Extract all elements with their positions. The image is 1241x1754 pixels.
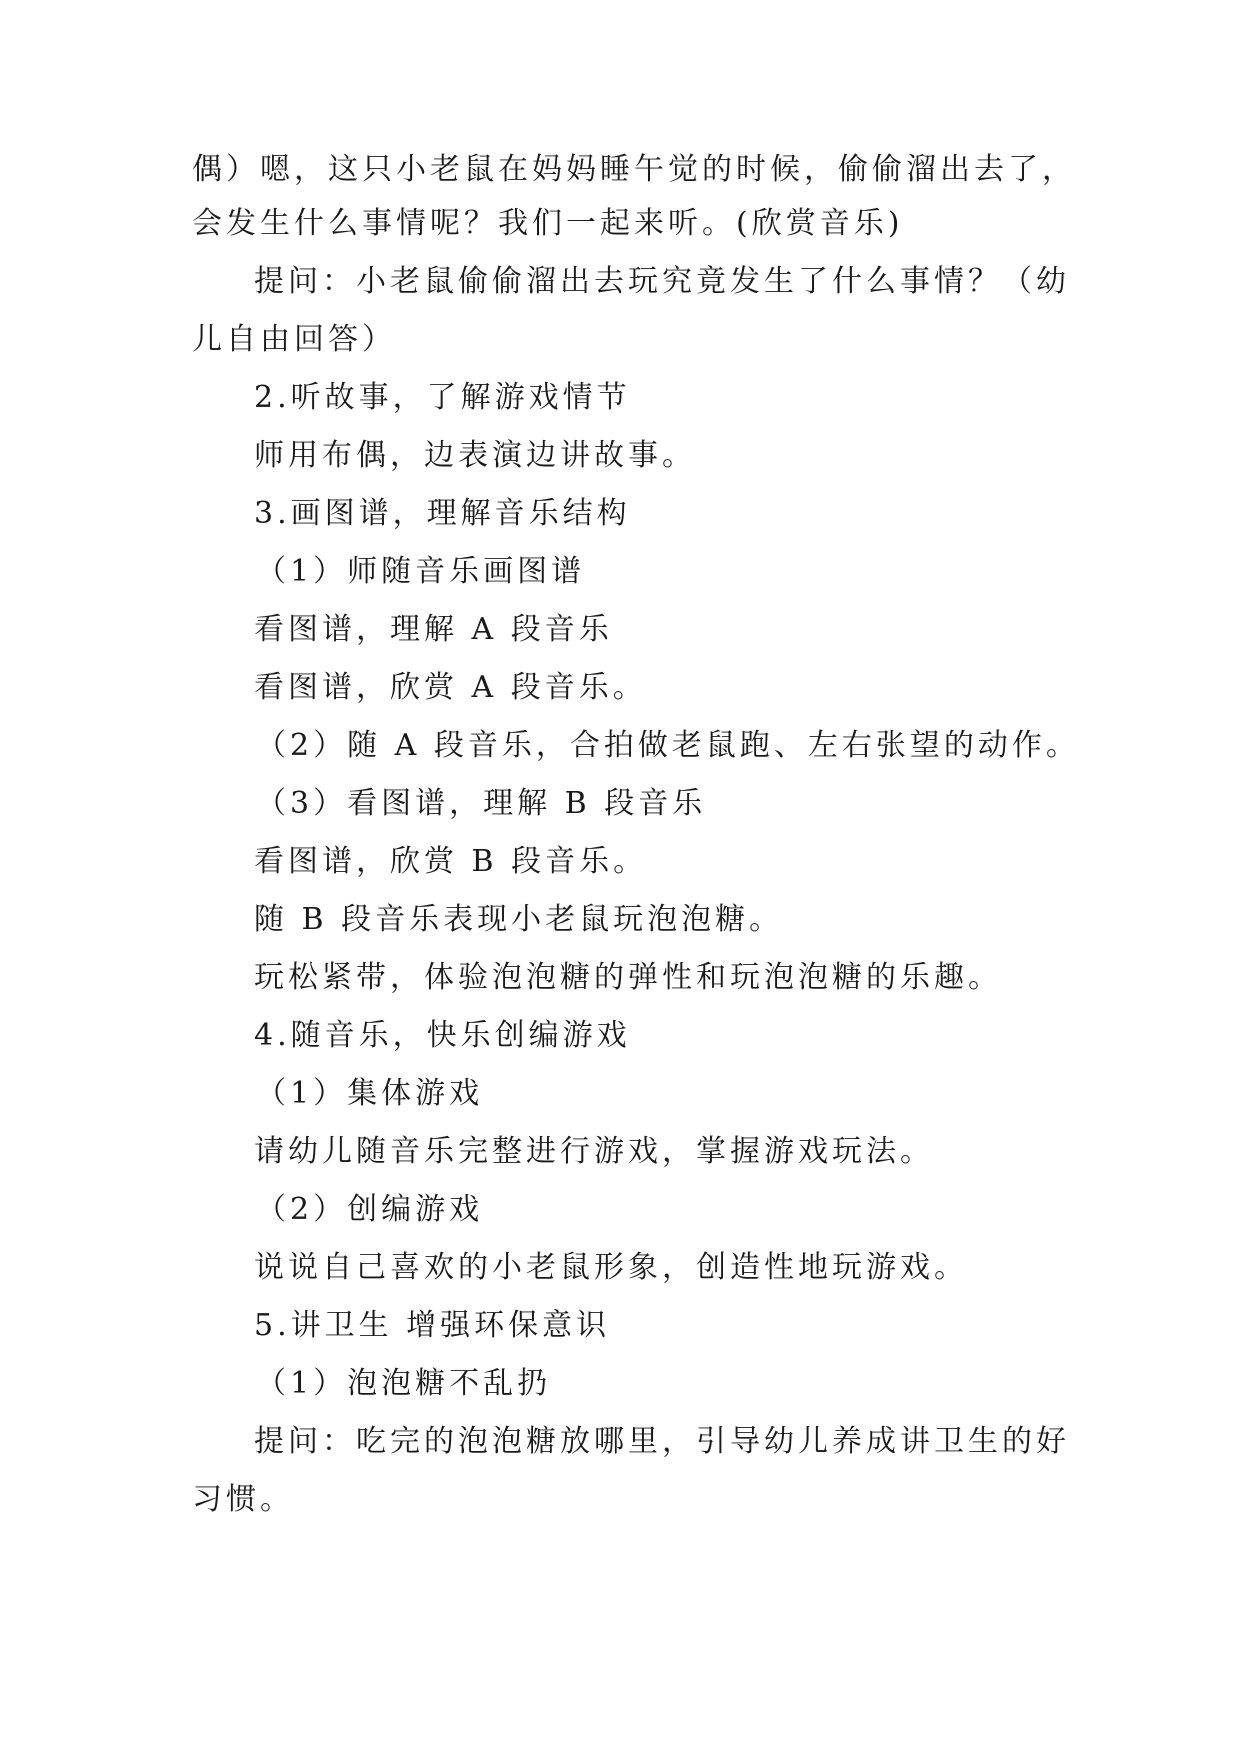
paragraph-line: 师用布偶，边表演边讲故事。 <box>254 438 696 473</box>
paragraph-line: 玩松紧带，体验泡泡糖的弹性和玩泡泡糖的乐趣。 <box>254 960 1002 995</box>
paragraph-line: 儿自由回答） <box>192 322 396 357</box>
paragraph-line: 随 B 段音乐表现小老鼠玩泡泡糖。 <box>254 902 784 937</box>
section-heading: 4.随音乐，快乐创编游戏 <box>254 1018 631 1053</box>
paragraph-line: 说说自己喜欢的小老鼠形象，创造性地玩游戏。 <box>254 1250 968 1285</box>
section-heading: 5.讲卫生 增强环保意识 <box>254 1308 611 1343</box>
subsection-heading: （2）随 A 段音乐，合拍做老鼠跑、左右张望的动作。 <box>256 728 1080 763</box>
paragraph-line: 提问：小老鼠偷偷溜出去玩究竟发生了什么事情？（幼 <box>254 264 1070 299</box>
paragraph-line: 偶）嗯，这只小老鼠在妈妈睡午觉的时候，偷偷溜出去了， <box>192 152 1076 187</box>
paragraph-line: 看图谱，欣赏 A 段音乐。 <box>254 670 647 705</box>
paragraph-line: 习惯。 <box>192 1482 294 1517</box>
subsection-heading: （2）创编游戏 <box>256 1192 484 1227</box>
paragraph-line: 看图谱，理解 A 段音乐 <box>254 612 613 647</box>
section-heading: 3.画图谱，理解音乐结构 <box>254 496 631 531</box>
subsection-heading: （1）泡泡糖不乱扔 <box>256 1366 552 1401</box>
paragraph-line: 会发生什么事情呢？我们一起来听。(欣赏音乐) <box>192 206 904 241</box>
subsection-heading: （3）看图谱，理解 B 段音乐 <box>256 786 707 821</box>
subsection-heading: （1）师随音乐画图谱 <box>256 554 586 589</box>
paragraph-line: 看图谱，欣赏 B 段音乐。 <box>254 844 648 879</box>
paragraph-line: 提问：吃完的泡泡糖放哪里，引导幼儿养成讲卫生的好 <box>254 1424 1070 1459</box>
subsection-heading: （1）集体游戏 <box>256 1076 484 1111</box>
paragraph-line: 请幼儿随音乐完整进行游戏，掌握游戏玩法。 <box>254 1134 934 1169</box>
section-heading: 2.听故事，了解游戏情节 <box>254 380 631 415</box>
